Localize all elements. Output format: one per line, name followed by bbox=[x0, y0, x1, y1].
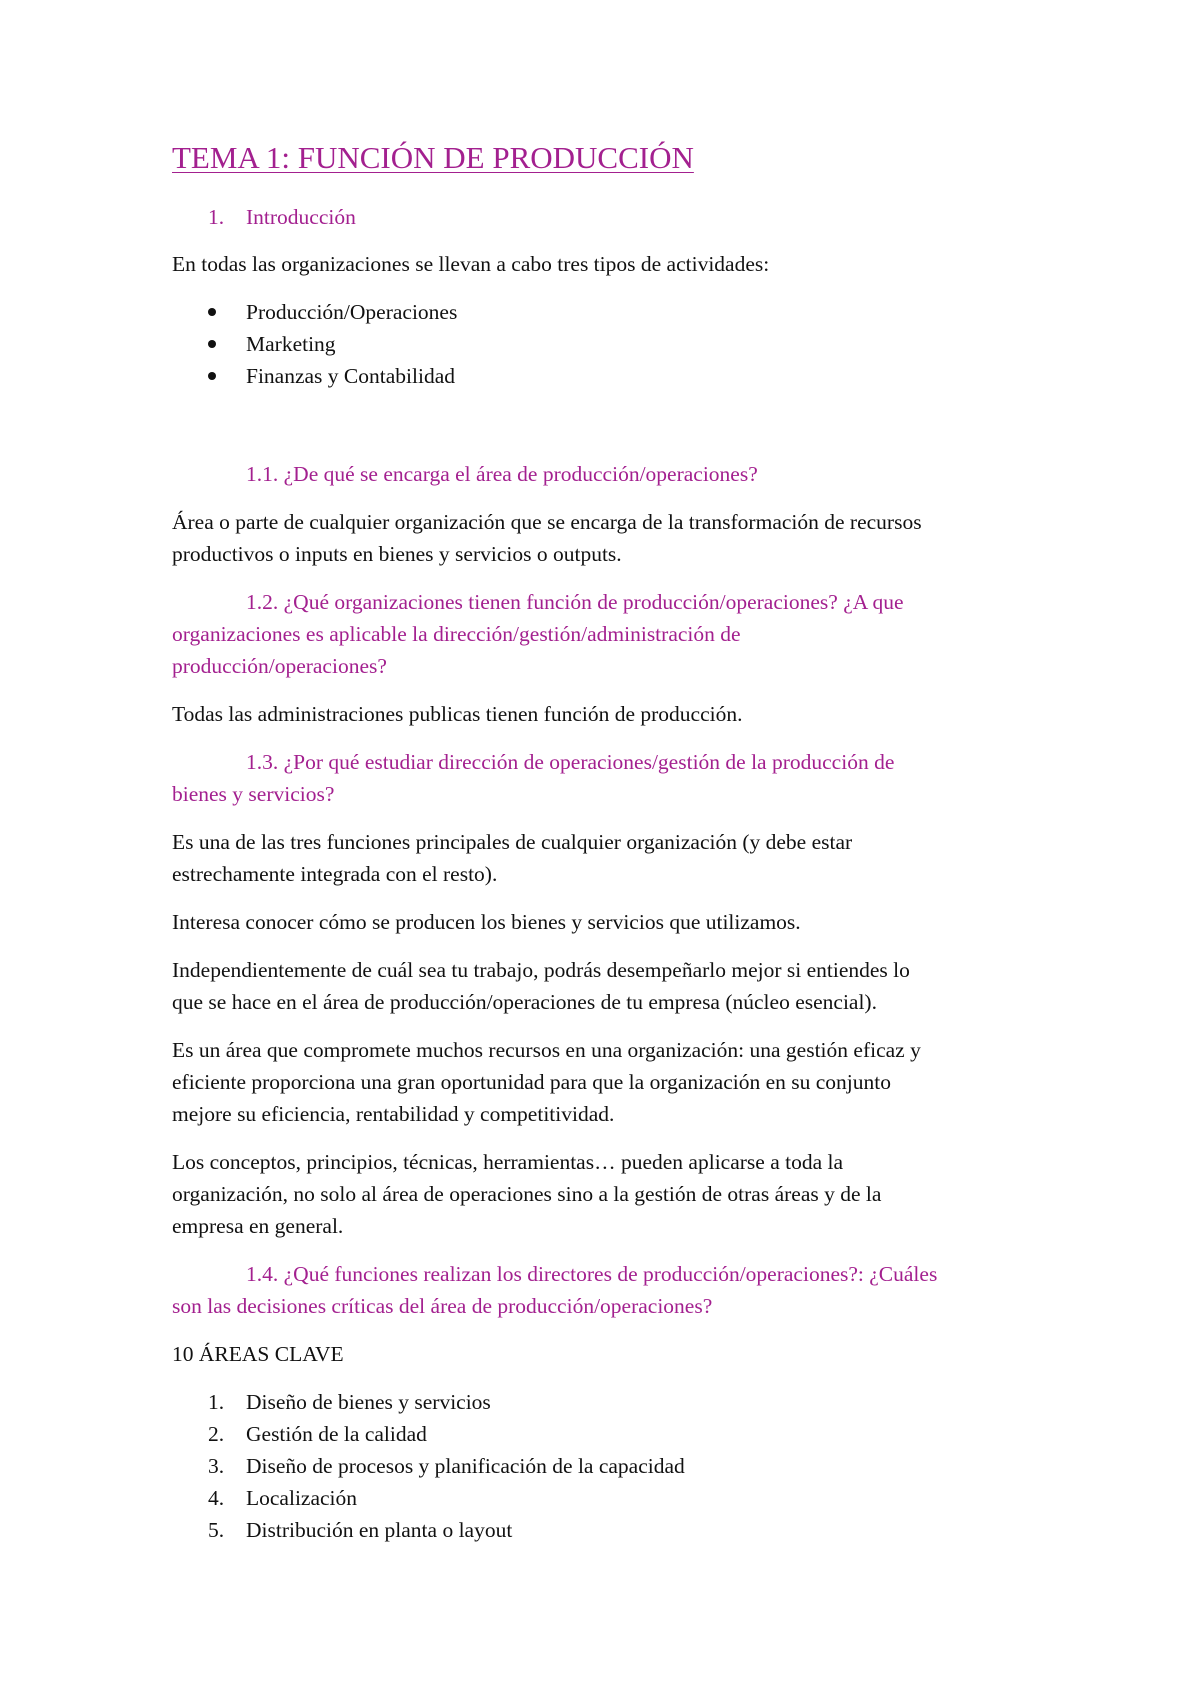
paragraph-line: mejore su eficiencia, rentabilidad y competitividad. bbox=[172, 1102, 615, 1126]
list-item-number: 2. bbox=[208, 1422, 225, 1446]
bullet-icon bbox=[208, 372, 216, 380]
list-item: Producción/Operaciones bbox=[246, 300, 458, 324]
subsection-heading-line: organizaciones es aplicable la dirección/gestión/administración de bbox=[172, 622, 741, 646]
paragraph-line: Es un área que compromete muchos recursos en una organización: una gestión eficaz y bbox=[172, 1038, 921, 1062]
paragraph-line: Es una de las tres funciones principales de cualquier organización (y debe estar bbox=[172, 830, 853, 854]
document-title: TEMA 1: FUNCIÓN DE PRODUCCIÓN bbox=[172, 140, 694, 175]
areas-heading: 10 ÁREAS CLAVE bbox=[172, 1342, 344, 1366]
bullet-icon bbox=[208, 340, 216, 348]
section-number: 1. bbox=[208, 205, 225, 229]
paragraph-line: empresa en general. bbox=[172, 1214, 344, 1238]
paragraph-line: productivos o inputs en bienes y servicios o outputs. bbox=[172, 542, 622, 566]
list-item: Diseño de bienes y servicios bbox=[246, 1390, 491, 1414]
subsection-heading-line: producción/operaciones? bbox=[172, 654, 387, 678]
bullet-icon bbox=[208, 308, 216, 316]
list-item-number: 4. bbox=[208, 1486, 225, 1510]
subsection-heading-1-3: 1.3. ¿Por qué estudiar dirección de operaciones/gestión de la producción de bbox=[246, 750, 895, 774]
list-item-number: 1. bbox=[208, 1390, 225, 1414]
subsection-heading-1-2: 1.2. ¿Qué organizaciones tienen función de producción/operaciones? ¿A que bbox=[246, 590, 904, 614]
intro-text: En todas las organizaciones se llevan a cabo tres tipos de actividades: bbox=[172, 252, 770, 276]
subsection-heading-line: bienes y servicios? bbox=[172, 782, 335, 806]
paragraph-line: Los conceptos, principios, técnicas, herramientas… pueden aplicarse a toda la bbox=[172, 1150, 844, 1174]
paragraph-line: estrechamente integrada con el resto). bbox=[172, 862, 498, 886]
list-item: Marketing bbox=[246, 332, 336, 356]
list-item-number: 3. bbox=[208, 1454, 225, 1478]
paragraph-line: que se hace en el área de producción/operaciones de tu empresa (núcleo esencial). bbox=[172, 990, 877, 1014]
list-item: Distribución en planta o layout bbox=[246, 1518, 513, 1542]
paragraph-line: organización, no solo al área de operaciones sino a la gestión de otras áreas y de la bbox=[172, 1182, 882, 1206]
list-item: Gestión de la calidad bbox=[246, 1422, 427, 1446]
list-item: Finanzas y Contabilidad bbox=[246, 364, 455, 388]
list-item: Diseño de procesos y planificación de la capacidad bbox=[246, 1454, 685, 1478]
subsection-heading-1-1: 1.1. ¿De qué se encarga el área de producción/operaciones? bbox=[246, 462, 758, 486]
paragraph-line: eficiente proporciona una gran oportunidad para que la organización en su conjunto bbox=[172, 1070, 891, 1094]
paragraph-line: Todas las administraciones publicas tienen función de producción. bbox=[172, 702, 743, 726]
list-item-number: 5. bbox=[208, 1518, 225, 1542]
paragraph-line: Independientemente de cuál sea tu trabajo, podrás desempeñarlo mejor si entiendes lo bbox=[172, 958, 910, 982]
paragraph-line: Área o parte de cualquier organización que se encarga de la transformación de recursos bbox=[172, 510, 922, 534]
list-item: Localización bbox=[246, 1486, 358, 1510]
section-heading-introduccion: Introducción bbox=[246, 205, 356, 229]
subsection-heading-1-4: 1.4. ¿Qué funciones realizan los directores de producción/operaciones?: ¿Cuáles bbox=[246, 1262, 938, 1286]
paragraph-line: Interesa conocer cómo se producen los bienes y servicios que utilizamos. bbox=[172, 910, 801, 934]
subsection-heading-line: son las decisiones críticas del área de producción/operaciones? bbox=[172, 1294, 713, 1318]
